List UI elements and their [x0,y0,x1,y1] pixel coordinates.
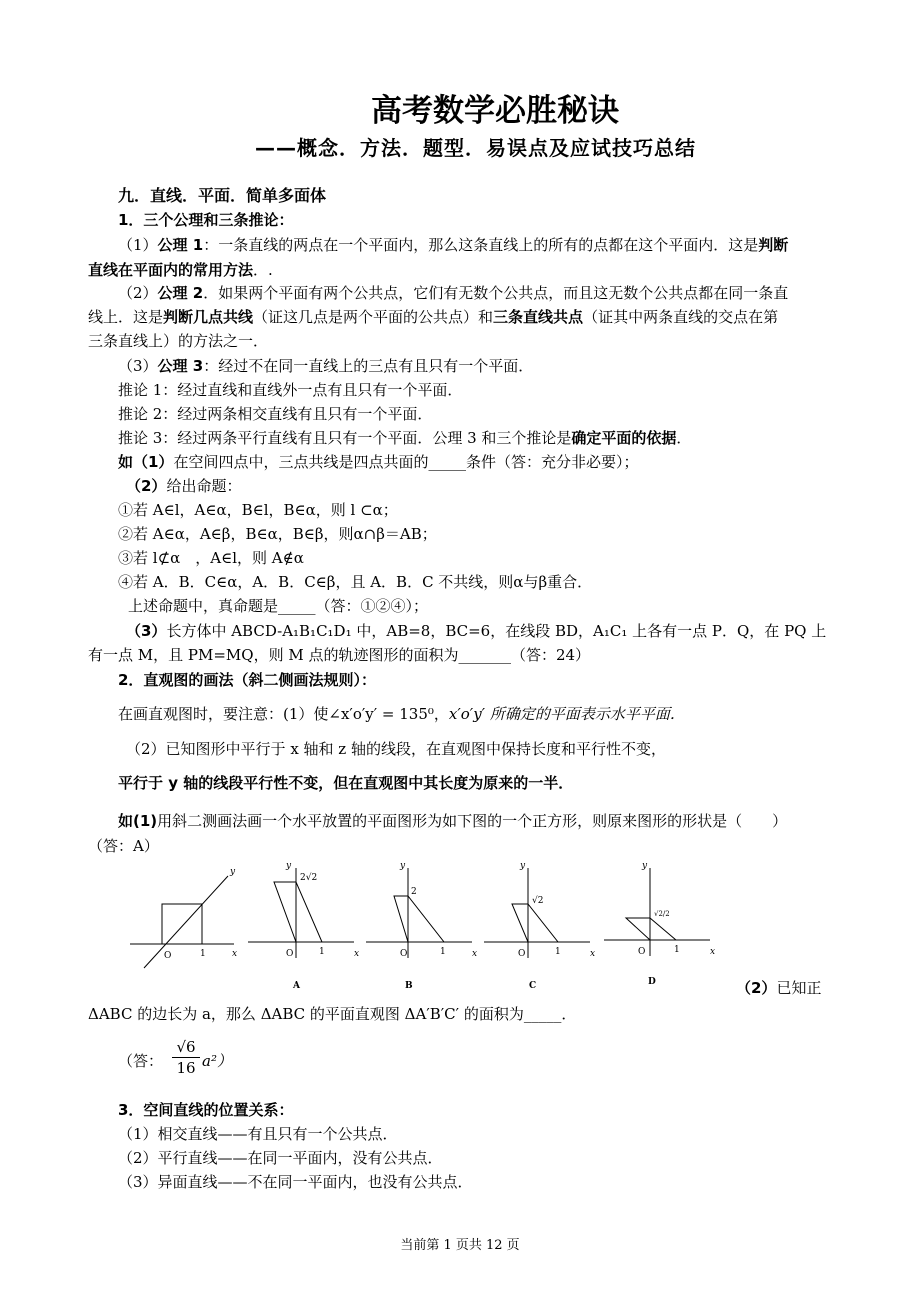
figure-square [126,858,238,974]
unit-label: 1 [674,945,680,955]
fraction-numerator: √6 [172,1038,200,1058]
page-footer: 当前第 1 页共 12 页 [400,1238,520,1253]
proposition-2: ②若 A∈α，A∈β，B∈α，B∈β，则α∩β＝AB； [118,525,437,543]
drawing-rule-2: （2）已知图形中平行于 x 轴和 z 轴的线段，在直观图中保持长度和平行性不变， [126,740,666,758]
drawing-example-1: 如(1)用斜二测画法画一个水平放置的平面图形为如下图的一个正方形，则原来图形的形状是（ ） [118,812,788,830]
example-1: 如（1）在空间四点中，三点共线是四点共面的_____条件（答：充分非必要）； [118,453,639,471]
fraction-denominator: 16 [176,1059,196,1077]
line-relation-1: （1）相交直线——有且只有一个公共点． [118,1125,398,1143]
section-heading: 九．直线．平面．简单多面体 [118,186,327,205]
option-label: D [648,977,656,987]
example-3-line-1: （3）长方体中 ABCD-A₁B₁C₁D₁ 中，AB=8，BC=6，在线段 BD，A₁C₁ 上各有一点 P．Q，在 PQ 上 [126,622,827,640]
figure-option-a [246,858,360,1002]
length-label: 2 [411,887,417,897]
drawing-example-2-line-2: ΔABC 的边长为 a，那么 ΔABC 的平面直观图 ΔA′B′C′ 的面积为_____． [88,1005,577,1023]
shape-c [512,904,558,942]
answer-prefix: （答： [118,1052,164,1070]
drawing-rule-1: 在画直观图时，要注意：(1）使∠x′o′y′ = 135⁰，x′o′y′ 所确定的平面表示水平平面． [118,705,685,723]
axiom-2-line-3: 三条直线上）的方法之一． [88,332,269,350]
shape-d [626,918,676,940]
unit-label: 1 [440,947,446,957]
square-shape [162,904,202,944]
line-relation-2: （2）平行直线——在同一平面内，没有公共点． [118,1149,443,1167]
figure-option-c [482,858,596,1002]
axiom-2-line-2: 线上．这是判断几点共线（证这几点是两个平面的公共点）和三条直线共点（证其中两条直线的交点在第 [88,308,779,326]
shape-a [274,882,322,942]
option-label: C [529,981,537,991]
y-label: y [520,861,526,871]
x-label: x [472,949,478,959]
x-label: x [590,949,596,959]
origin-label: O [638,947,646,957]
corollary-1: 推论 1：经过直线和直线外一点有且只有一个平面． [118,381,463,399]
subsection-2-heading: 2．直观图的画法（斜二侧画法规则）： [118,671,376,689]
answer-fraction [172,1038,200,1077]
proposition-3: ③若 l⊄α ，A∈l，则 A∉α [118,549,304,567]
origin-label: O [400,949,408,959]
page-subtitle: ——概念．方法．题型．易误点及应试技巧总结 [255,136,696,160]
example-2: （2）给出命题： [126,477,242,495]
shape-b [394,896,444,942]
axiom-2-line-1: （2）公理 2．如果两个平面有两个公共点，它们有无数个公共点，而且这无数个公共点都在同一条直 [118,284,789,302]
example-2-answer: 上述命题中，真命题是_____（答：①②④）； [128,597,429,615]
page-title: 高考数学必胜秘诀 [371,93,619,129]
drawing-rule-3: 平行于 y 轴的线段平行性不变，但在直观图中其长度为原来的一半． [118,774,574,792]
figure-option-d [602,858,716,1002]
subsection-1-heading: 1．三个公理和三条推论： [118,211,294,229]
y-label: y [642,861,648,871]
x-label: x [354,949,360,959]
subsection-3-heading: 3．空间直线的位置关系： [118,1101,294,1119]
corollary-2: 推论 2：经过两条相交直线有且只有一个平面． [118,405,433,423]
proposition-4: ④若 A．B．C∈α，A．B．C∈β，且 A．B．C 不共线，则α与β重合． [118,573,593,591]
figure-option-b [364,858,478,1002]
origin-label: O [286,949,294,959]
axiom-3: （3）公理 3：经过不在同一直线上的三点有且只有一个平面． [118,357,534,375]
option-label: B [405,981,413,991]
y-label: y [230,867,236,877]
x-label: x [232,949,238,959]
y-label: y [400,861,406,871]
unit-label: 1 [555,947,561,957]
origin-label: O [518,949,526,959]
axiom-1-line-1: （1）公理 1：一条直线的两点在一个平面内，那么这条直线上的所有的点都在这个平面内．这是判断 [118,236,789,254]
option-label: A [293,981,300,991]
unit-label: 1 [200,949,206,959]
y-axis [144,876,228,968]
length-label: 2√2 [300,873,318,883]
drawing-example-1-answer: （答：A） [88,837,159,855]
length-label: √2 [532,896,544,906]
y-label: y [286,861,292,871]
drawing-example-2-start: （2）已知正 [736,979,822,997]
origin-label: O [164,951,172,961]
answer-suffix: a²） [202,1052,232,1070]
x-label: x [710,947,716,957]
example-3-line-2: 有一点 M，且 PM=MQ，则 M 点的轨迹图形的面积为_______（答：24） [88,646,591,664]
length-label: √2/2 [654,910,670,918]
axiom-1-line-2: 直线在平面内的常用方法．. [88,261,273,279]
unit-label: 1 [319,947,325,957]
line-relation-3: （3）异面直线——不在同一平面内，也没有公共点． [118,1173,473,1191]
proposition-1: ①若 A∈l，A∈α，B∈l，B∈α，则 l ⊂α； [118,501,398,519]
corollary-3: 推论 3：经过两条平行直线有且只有一个平面．公理 3 和三个推论是确定平面的依据． [118,429,692,447]
